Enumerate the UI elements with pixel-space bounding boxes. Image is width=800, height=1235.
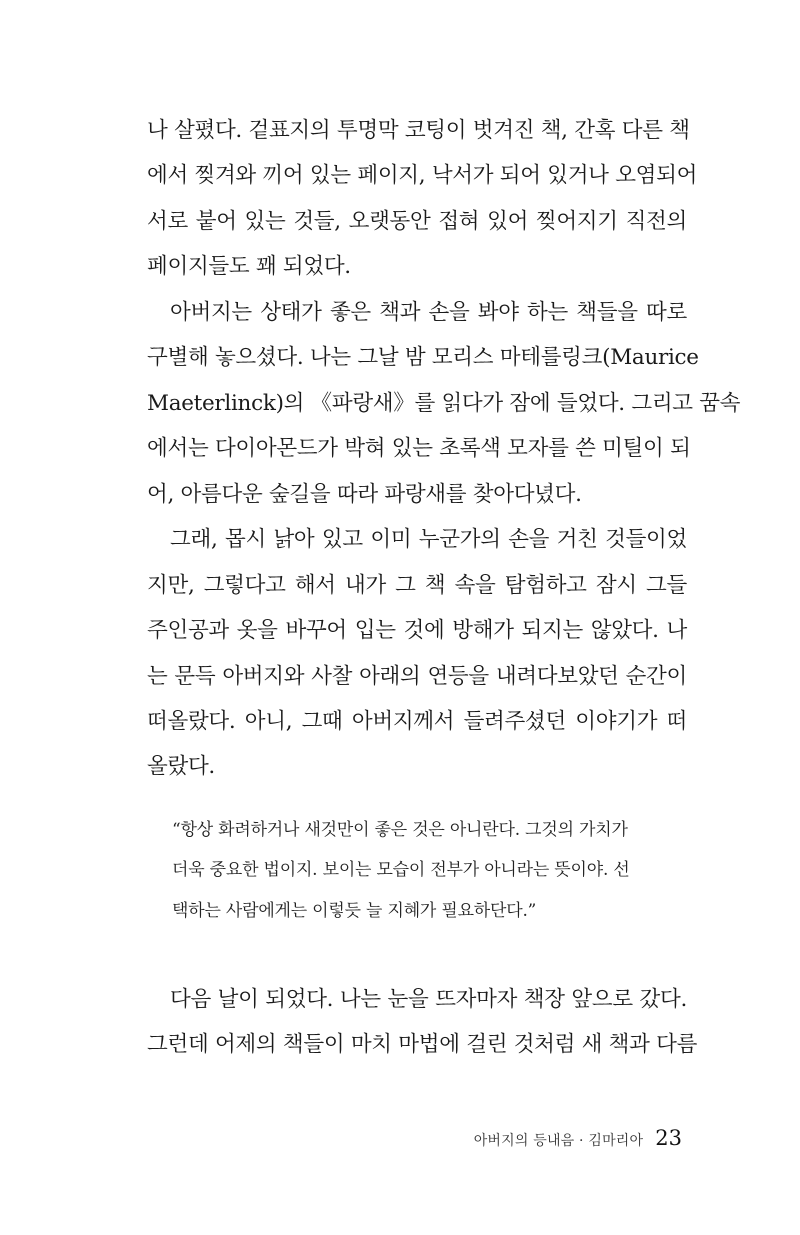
- text-line: 그래, 몹시 낡아 있고 이미 누군가의 손을 거친 것들이었: [170, 527, 687, 552]
- text-line: 에서는 다이아몬드가 박혀 있는 초록색 모자를 쓴 미틸이 되: [147, 436, 691, 461]
- text-line: 아버지는 상태가 좋은 책과 손을 봐야 하는 책들을 따로: [170, 300, 687, 325]
- text-line: 에서 찢겨와 끼어 있는 페이지, 낙서가 되어 있거나 오염되어: [147, 163, 698, 188]
- text-line: 지만, 그렇다고 해서 내가 그 책 속을 탐험하고 잠시 그들: [147, 573, 687, 598]
- quote-line: “항상 화려하거나 새것만이 좋은 것은 아니란다. 그것의 가치가: [172, 820, 628, 840]
- running-head: 아버지의 등내음 · 김마리아: [473, 1133, 644, 1149]
- text-line: 페이지들도 꽤 되었다.: [147, 254, 351, 279]
- text-line: 다음 날이 되었다. 나는 눈을 뜨자마자 책장 앞으로 갔다.: [170, 987, 687, 1012]
- quote-line: 택하는 사람에게는 이렇듯 늘 지혜가 필요하단다.”: [172, 901, 537, 921]
- text-line: 올랐다.: [147, 754, 215, 779]
- quote-line: 더욱 중요한 법이지. 보이는 모습이 전부가 아니라는 뜻이야. 선: [172, 860, 630, 880]
- text-line: Maeterlinck)의 《파랑새》를 읽다가 잠에 들었다. 그리고 꿈속: [147, 391, 741, 416]
- text-line: 서로 붙어 있는 것들, 오랫동안 접혀 있어 찢어지기 직전의: [147, 209, 687, 234]
- text-line: 나 살폈다. 겉표지의 투명막 코팅이 벗겨진 책, 간혹 다른 책: [147, 118, 690, 143]
- page-footer: [474, 1126, 682, 1150]
- text-line: 구별해 놓으셨다. 나는 그날 밤 모리스 마테를링크(Maurice: [147, 345, 699, 370]
- page-number: 23: [655, 1126, 682, 1150]
- text-line: 주인공과 옷을 바꾸어 입는 것에 방해가 되지는 않았다. 나: [147, 618, 687, 643]
- text-line: 떠올랐다. 아니, 그때 아버지께서 들려주셨던 이야기가 떠: [147, 709, 687, 734]
- text-line: 그런데 어제의 책들이 마치 마법에 걸린 것처럼 새 책과 다름: [147, 1032, 698, 1057]
- text-line: 어, 아름다운 숲길을 따라 파랑새를 찾아다녔다.: [147, 482, 582, 507]
- text-line: 는 문득 아버지와 사찰 아래의 연등을 내려다보았던 순간이: [147, 664, 687, 689]
